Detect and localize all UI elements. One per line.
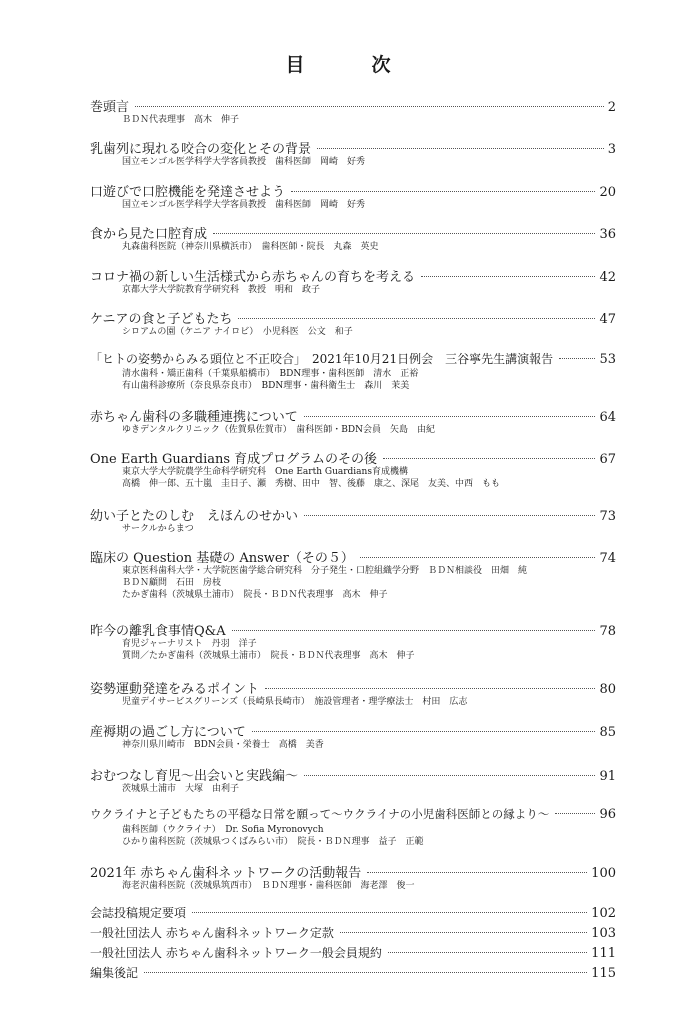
toc-entry[interactable] — [90, 308, 616, 338]
page-number: 36 — [599, 227, 616, 242]
toc-entry[interactable] — [90, 620, 616, 662]
entry-title: ウクライナと子どもたちの平穏な日常を願って～ウクライナの小児歯科医師との縁より～ — [90, 807, 550, 821]
page-number: 53 — [599, 352, 616, 367]
author-line: 清水歯科・矯正歯科（千葉県船橋市） BDN理事・歯科医師 清水 正裕 — [122, 369, 419, 379]
page-number: 2 — [607, 100, 616, 115]
entry-title: おむつなし育児～出会いと実践編～ — [90, 769, 299, 784]
author-line: ＢＤＮ代表理事 高木 伸子 — [122, 115, 240, 125]
page-number: 42 — [599, 270, 616, 285]
entry-title: 幼い子とたのしむ えほんのせかい — [90, 509, 299, 524]
entry-title: 姿勢運動発達をみるポイント — [90, 682, 260, 697]
author-line: 歯科医師（ウクライナ） Dr. Sofia Myronovych — [122, 825, 324, 835]
author-line: ゆきデンタルクリニック（佐賀県佐賀市） 歯科医師・BDN会員 矢島 由紀 — [122, 425, 435, 435]
entry-title: One Earth Guardians 育成プログラムのその後 — [90, 452, 378, 467]
toc-entry[interactable] — [90, 96, 616, 126]
toc-entry[interactable] — [90, 266, 616, 296]
page-number: 103 — [591, 926, 616, 941]
author-line: 質問／たかぎ歯科（茨城県土浦市） 院長・ＢＤＮ代表理事 高木 伸子 — [122, 651, 415, 661]
toc-entry[interactable] — [90, 138, 616, 168]
author-line: シロアムの園（ケニア ナイロビ） 小児科医 公文 和子 — [122, 327, 353, 337]
page-number: 78 — [599, 624, 616, 639]
entry-title: コロナ禍の新しい生活様式から赤ちゃんの育ちを考える — [90, 270, 416, 285]
leader-dots — [192, 912, 587, 913]
entry-title: 会誌投稿規定要項 — [90, 906, 187, 920]
entry-title: 乳歯列に現れる咬合の変化とその背景 — [90, 142, 312, 157]
author-line: 国立モンゴル医学科学大学客員教授 歯科医師 岡崎 好秀 — [122, 157, 366, 167]
entry-title: 産褥期の過ごし方について — [90, 725, 246, 740]
entry-title: 編集後記 — [90, 966, 139, 980]
toc-entry[interactable] — [90, 904, 616, 922]
author-line: 高橋 伸一郎、五十嵐 圭日子、瀬 秀樹、田中 智、後藤 康之、深尾 友美、中西 もも — [122, 479, 501, 489]
leader-dots — [291, 191, 595, 192]
leader-dots — [304, 416, 596, 417]
toc-entry[interactable] — [90, 964, 616, 982]
author-line: 茨城県土浦市 大塚 由利子 — [122, 784, 240, 794]
entry-title: 赤ちゃん歯科の多職種連携について — [90, 410, 298, 425]
toc-entry[interactable] — [90, 678, 616, 708]
author-line: 丸森歯科医院（神奈川県横浜市） 歯科医師・院長 丸森 英史 — [122, 242, 379, 252]
leader-dots — [555, 813, 595, 814]
entry-title: 食から見た口腔育成 — [90, 227, 208, 242]
page-number: 74 — [599, 551, 616, 566]
page-number: 111 — [591, 946, 616, 961]
page-number: 67 — [599, 452, 616, 467]
toc-entry[interactable] — [90, 944, 616, 962]
toc-entry[interactable] — [90, 406, 616, 436]
entry-title: 口遊びで口腔機能を発達させよう — [90, 185, 286, 200]
author-line: 東京大学大学院農学生命科学研究科 One Earth Guardians育成機構 — [122, 467, 408, 477]
leader-dots — [340, 932, 587, 933]
page-number: 3 — [607, 142, 616, 157]
author-line: 有山歯科診療所（奈良県奈良市） BDN理事・歯科衛生士 森川 茉美 — [122, 381, 410, 391]
page-number: 20 — [599, 185, 616, 200]
author-line: 東京医科歯科大学・大学院医歯学総合研究科 分子発生・口腔組織学分野 ＢＤＮ相談役 田畑 純 — [122, 566, 528, 576]
leader-dots — [304, 775, 595, 776]
page-number: 85 — [599, 725, 616, 740]
leader-dots — [265, 688, 595, 689]
author-line: ひかり歯科医院（茨城県つくばみらい市） 院長・ＢＤＮ理事 益子 正範 — [122, 837, 424, 847]
leader-dots — [360, 557, 596, 558]
author-line: 国立モンゴル医学科学大学客員教授 歯科医師 岡崎 好秀 — [122, 200, 366, 210]
page-number: 100 — [591, 866, 616, 881]
leader-dots — [213, 233, 595, 234]
entry-title: 「ヒトの姿勢からみる頭位と不正咬合」 2021年10月21日例会 三谷寧先生講演報告 — [90, 352, 554, 366]
leader-dots — [383, 458, 595, 459]
toc-entry[interactable] — [90, 924, 616, 942]
author-line: 京都大学大学院教育学研究科 教授 明和 政子 — [122, 285, 321, 295]
page-number: 64 — [599, 410, 616, 425]
leader-dots — [135, 106, 604, 107]
toc-entry[interactable] — [90, 806, 616, 848]
leader-dots — [388, 952, 587, 953]
leader-dots — [238, 318, 595, 319]
entry-title: 臨床の Question 基礎の Answer（その５） — [90, 551, 354, 566]
author-line: 児童デイサービスグリーンズ（長崎県長崎市） 施設管理者・理学療法士 村田 広志 — [122, 697, 468, 707]
entry-title: 一般社団法人 赤ちゃん歯科ネットワーク定款 — [90, 926, 334, 940]
page-number: 102 — [591, 906, 616, 921]
toc-entry[interactable] — [90, 350, 616, 392]
page-number: 73 — [599, 509, 616, 524]
toc-entry[interactable] — [90, 547, 616, 601]
author-line: たかぎ歯科（茨城県土浦市） 院長・ＢＤＮ代表理事 高木 伸子 — [122, 590, 388, 600]
toc-entry[interactable] — [90, 505, 616, 535]
entry-title: 一般社団法人 赤ちゃん歯科ネットワーク一般会員規約 — [90, 946, 382, 960]
entry-title: 2021年 赤ちゃん歯科ネットワークの活動報告 — [90, 866, 362, 881]
leader-dots — [304, 515, 595, 516]
page-number: 91 — [599, 769, 616, 784]
leader-dots — [367, 872, 587, 873]
toc-entry[interactable] — [90, 862, 616, 892]
author-line: 海老沢歯科医院（茨城県筑西市） ＢＤＮ理事・歯科医師 海老澤 俊一 — [122, 881, 415, 891]
page-number: 80 — [599, 682, 616, 697]
entry-title: ケニアの食と子どもたち — [90, 312, 233, 327]
leader-dots — [144, 972, 587, 973]
page-number: 96 — [599, 807, 616, 822]
author-line: サークルからまつ — [122, 524, 194, 534]
leader-dots — [559, 358, 595, 359]
leader-dots — [421, 276, 595, 277]
toc-entry[interactable] — [90, 721, 616, 751]
toc-entry[interactable] — [90, 448, 616, 490]
author-line: 育児ジャーナリスト 丹羽 洋子 — [122, 639, 257, 649]
author-line: 神奈川県川崎市 BDN会員・栄養士 高橋 美香 — [122, 740, 324, 750]
entry-title: 昨今の離乳食事情Q&A — [90, 624, 226, 639]
leader-dots — [232, 630, 596, 631]
author-line: ＢＤＮ顧問 石田 房枝 — [122, 578, 222, 588]
toc-entry[interactable] — [90, 181, 616, 211]
leader-dots — [252, 731, 596, 732]
page-title: 目 次 — [285, 54, 415, 76]
page-number: 115 — [591, 966, 616, 981]
leader-dots — [317, 148, 604, 149]
toc-entry[interactable] — [90, 223, 616, 253]
page-number: 47 — [599, 312, 616, 327]
entry-title: 巻頭言 — [90, 100, 130, 115]
toc-entry[interactable] — [90, 765, 616, 795]
